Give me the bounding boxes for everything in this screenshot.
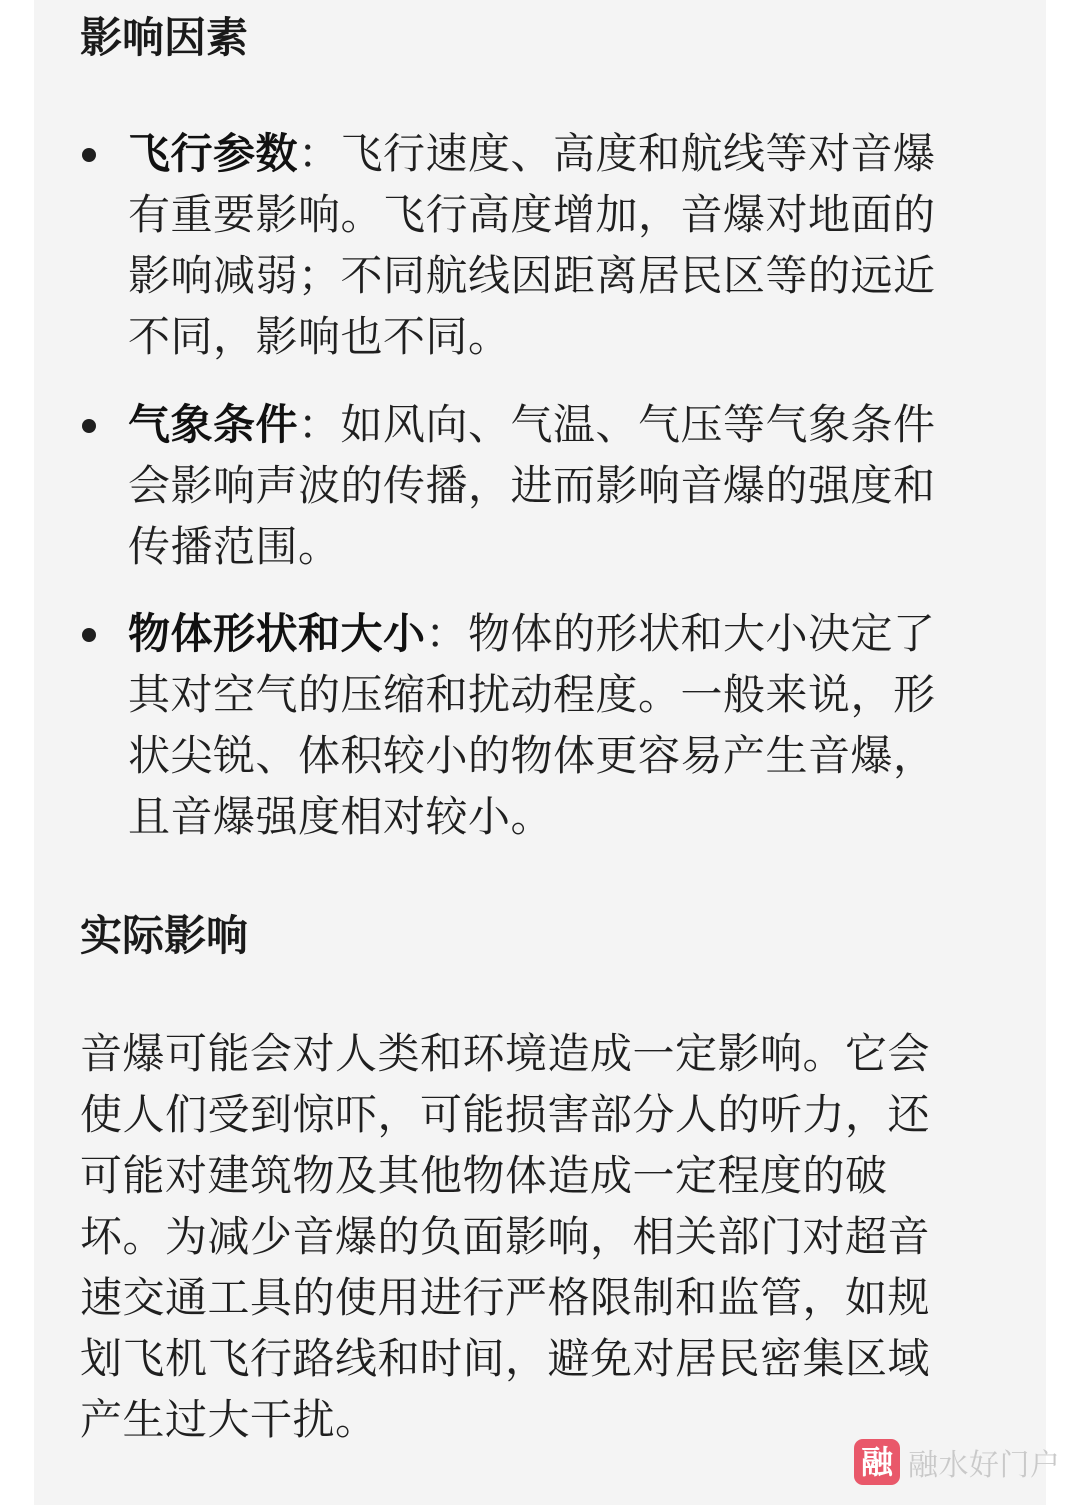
list-item-label: 飞行参数 [128,129,299,178]
list-item-body: 飞行速度、高度和航线等对音爆有重要影响。飞行高度增加，音爆对地面的影响减弱；不同航线因距离居民区等的远近不同，影响也不同。 [128,129,936,361]
list-item-label: 物体形状和大小 [128,609,426,658]
bullet-dot-icon [82,628,96,642]
list-item-body: 物体的形状和大小决定了其对空气的压缩和扰动程度。一般来说，形状尖锐、体积较小的物体更容易产生音爆，且音爆强度相对较小。 [128,609,936,841]
list-item-text: 气象条件：如风向、气温、气压等气象条件会影响声波的传播，进而影响音爆的强度和传播范围。 [128,400,936,571]
impact-paragraph: 音爆可能会对人类和环境造成一定影响。它会使人们受到惊吓，可能损害部分人的听力，还可能对建筑物及其他物体造成一定程度的破坏。为减少音爆的负面影响，相关部门对超音速交通工具的使用进行严格限制和监管，如规划飞机飞行路线和时间，避免对居民密集区域产生过大干扰。 [80,1029,931,1444]
article-card [34,0,1046,1505]
watermark-logo-icon: 融 [854,1439,900,1485]
list-item-label: 气象条件 [128,400,299,449]
bullet-dot-icon [82,419,96,433]
bullet-dot-icon [82,148,96,162]
list-item-body: 如风向、气温、气压等气象条件会影响声波的传播，进而影响音爆的强度和传播范围。 [128,400,936,571]
section-title-factors: 影响因素 [80,13,249,62]
list-item-text: 飞行参数：飞行速度、高度和航线等对音爆有重要影响。飞行高度增加，音爆对地面的影响减弱；不同航线因距离居民区等的远近不同，影响也不同。 [128,129,936,361]
list-item-text: 物体形状和大小：物体的形状和大小决定了其对空气的压缩和扰动程度。一般来说，形状尖锐、体积较小的物体更容易产生音爆，且音爆强度相对较小。 [128,609,936,841]
watermark-text: 融水好门户 [908,1448,1061,1483]
watermark [854,1438,1061,1486]
section-title-impact: 实际影响 [80,911,249,960]
